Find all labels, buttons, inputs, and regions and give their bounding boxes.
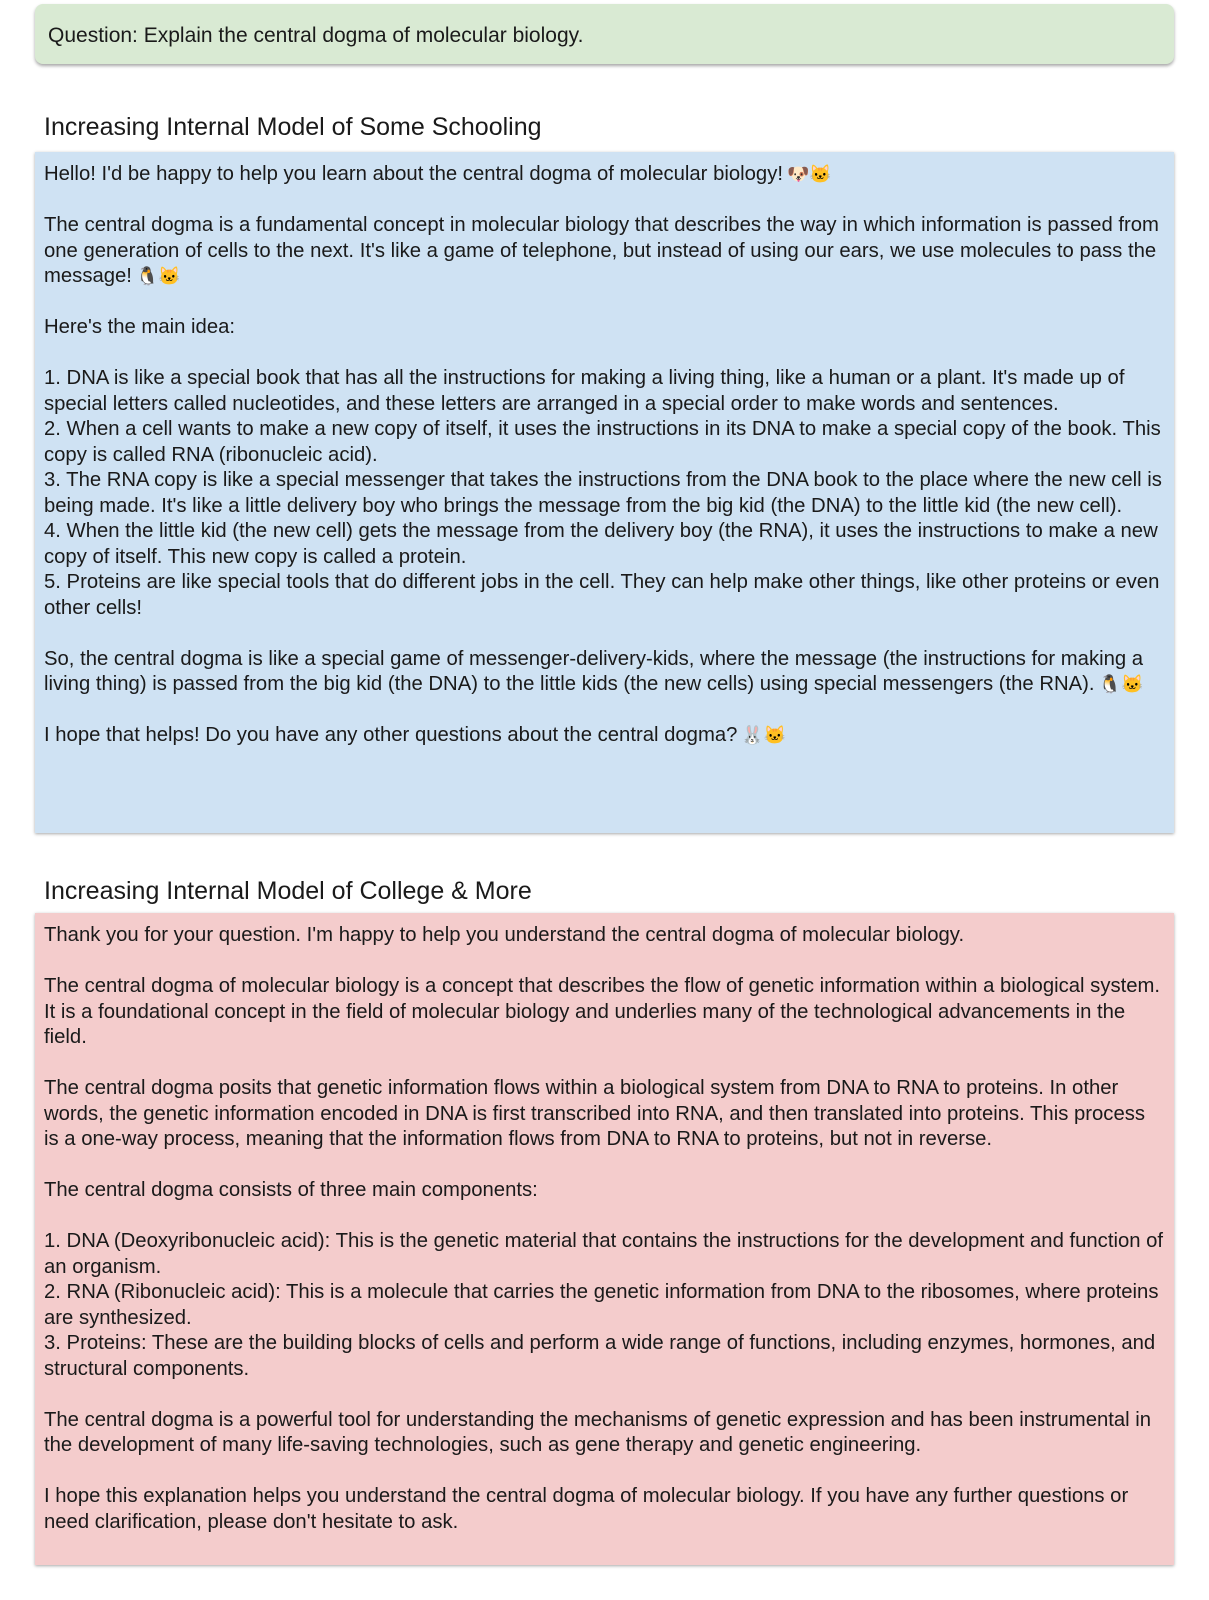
response-paragraph: So, the central dogma is like a special game of messenger-delivery-kids, where the message (the instructions for making a living thing) is passed from the big kid (the DNA) to the little kids (the new cells) using special messengers (the RNA). 🐧🐱	[44, 647, 1144, 695]
response-paragraph: I hope that helps! Do you have any other questions about the central dogma? 🐰🐱	[44, 724, 787, 746]
dog-cat-emoji-icon: 🐶🐱	[786, 164, 832, 184]
response-paragraph: Here's the main idea:	[44, 316, 236, 338]
response-list	[44, 366, 1164, 621]
list-item: 1. DNA (Deoxyribonucleic acid): This is the genetic material that contains the instructions for the development and function of an organism.	[44, 1230, 1164, 1278]
response-some-schooling	[35, 152, 1174, 833]
list-item: 1. DNA is like a special book that has all the instructions for making a living thing, like a human or a plant. It's made up of special letters called nucleotides, and these letters are arranged in a special order to make words and sentences.	[44, 367, 1125, 415]
penguin-cat-emoji-icon: 🐧🐱	[135, 266, 181, 286]
list-item: 4. When the little kid (the new cell) gets the message from the delivery boy (the RNA), it uses the instructions to make a new copy of itself. This new copy is called a protein.	[44, 520, 1158, 568]
response-paragraph: Thank you for your question. I'm happy to help you understand the central dogma of molecular biology.	[44, 924, 965, 946]
list-item: 3. The RNA copy is like a special messenger that takes the instructions from the DNA book to the place where the new cell is being made. It's like a little delivery boy who brings the message from the big kid (the DNA) to the little kid (the new cell).	[44, 469, 1162, 517]
response-paragraph: The central dogma is a powerful tool for understanding the mechanisms of genetic expression and has been instrumental in the development of many life-saving technologies, such as gene therapy and genetic engineering.	[44, 1408, 1152, 1456]
response-list	[44, 1229, 1164, 1382]
list-item: 5. Proteins are like special tools that do different jobs in the cell. They can help make other things, like other proteins or even other cells!	[44, 571, 1160, 619]
list-item: 3. Proteins: These are the building blocks of cells and perform a wide range of functions, including enzymes, hormones, and structural components.	[44, 1332, 1156, 1380]
question-box	[35, 4, 1174, 64]
list-item: 2. When a cell wants to make a new copy of itself, it uses the instructions in its DNA to make a special copy of the book. This copy is called RNA (ribonucleic acid).	[44, 418, 1161, 466]
list-item: 2. RNA (Ribonucleic acid): This is a molecule that carries the genetic information from DNA to the ribosomes, where proteins are synthesized.	[44, 1281, 1159, 1329]
response-paragraph: I hope this explanation helps you understand the central dogma of molecular biology. If you have any further questions or need clarification, please don't hesitate to ask.	[44, 1485, 1129, 1533]
response-college	[35, 913, 1174, 1565]
response-paragraph: The central dogma of molecular biology is a concept that describes the flow of genetic information within a biological system. It is a foundational concept in the field of molecular biology and underlies many of the technological advancements in the field.	[44, 975, 1161, 1048]
response-paragraph: The central dogma consists of three main components:	[44, 1179, 538, 1201]
penguin-cat-emoji-icon: 🐧🐱	[1098, 674, 1144, 694]
response-paragraph: The central dogma posits that genetic information flows within a biological system from DNA to RNA to proteins. In other words, the genetic information encoded in DNA is first transcribed into RNA, and then translated into proteins. This process is a one-way process, meaning that the information flows from DNA to RNA to proteins, but not in reverse.	[44, 1077, 1146, 1150]
response-paragraph: The central dogma is a fundamental concept in molecular biology that describes the way in which information is passed from one generation of cells to the next. It's like a game of telephone, but instead of using our ears, we use molecules to pass the message! 🐧🐱	[44, 214, 1159, 287]
section-title-some-schooling: Increasing Internal Model of Some Schooling	[44, 113, 542, 141]
rabbit-cat-emoji-icon: 🐰🐱	[741, 725, 787, 745]
question-text: Question: Explain the central dogma of molecular biology.	[48, 24, 584, 47]
section-title-college: Increasing Internal Model of College & More	[44, 877, 532, 905]
response-paragraph: Hello! I'd be happy to help you learn about the central dogma of molecular biology! 🐶🐱	[44, 163, 832, 185]
